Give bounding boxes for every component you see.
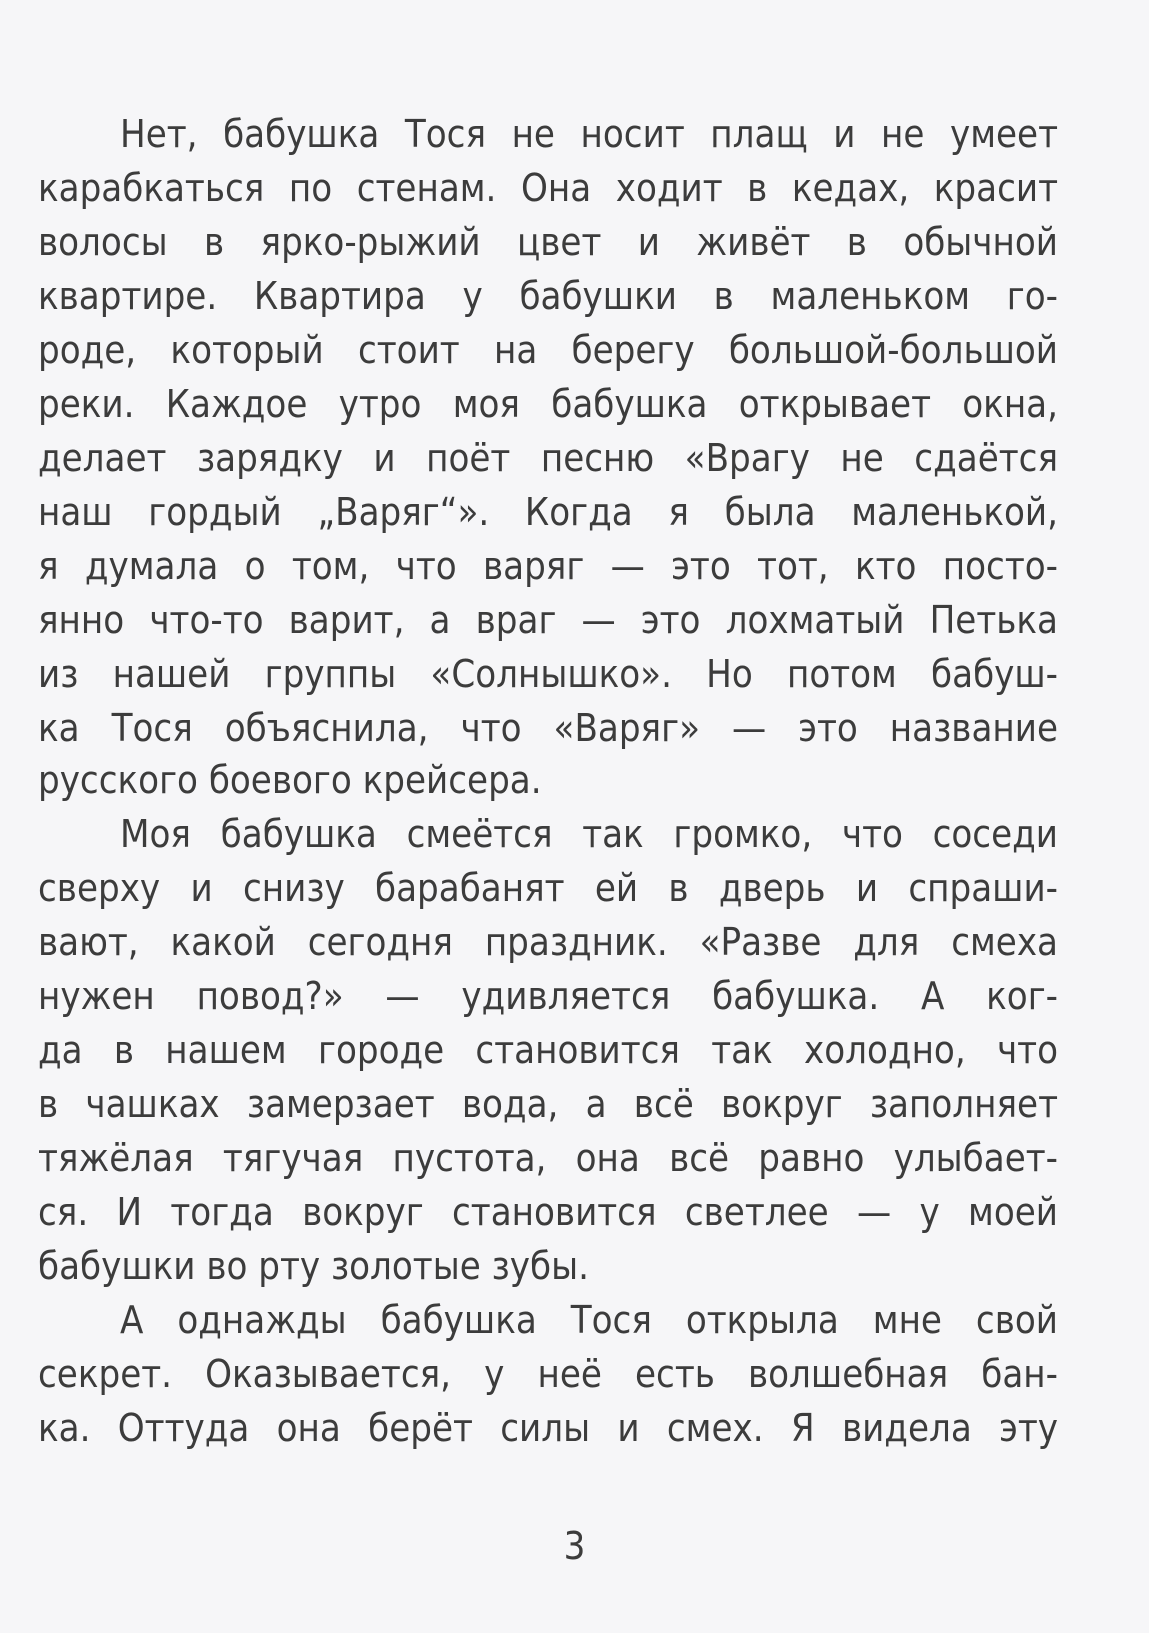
text-line: русского боевого крейсера.	[38, 758, 542, 802]
text-line: в чашках замерзает вода, а всё вокруг заполняет	[38, 1082, 1058, 1126]
text-line: реки. Каждое утро моя бабушка открывает окна,	[38, 382, 1058, 426]
text-line: наш гордый „Варяг“». Когда я была маленькой,	[38, 490, 1058, 534]
text-line: нужен повод?» — удивляется бабушка. А ког-	[38, 974, 1058, 1018]
text-line: ся. И тогда вокруг становится светлее — у моей	[38, 1190, 1058, 1234]
text-line: делает зарядку и поёт песню «Врагу не сдаётся	[38, 436, 1058, 480]
text-line: ка. Оттуда она берёт силы и смех. Я видела эту	[38, 1406, 1058, 1450]
text-line: А однажды бабушка Тося открыла мне свой	[120, 1298, 1058, 1342]
text-line: Нет, бабушка Тося не носит плащ и не умеет	[120, 112, 1058, 156]
text-line: Моя бабушка смеётся так громко, что соседи	[120, 812, 1058, 856]
text-line: да в нашем городе становится так холодно, что	[38, 1028, 1058, 1072]
text-line: тяжёлая тягучая пустота, она всё равно улыбает-	[38, 1136, 1058, 1180]
text-line: янно что-то варит, а враг — это лохматый Петька	[38, 598, 1058, 642]
text-line: волосы в ярко-рыжий цвет и живёт в обычной	[38, 220, 1058, 264]
text-line: я думала о том, что варяг — это тот, кто посто-	[38, 544, 1058, 588]
text-line: роде, который стоит на берегу большой-большой	[38, 328, 1058, 372]
text-line: сверху и снизу барабанят ей в дверь и спраши-	[38, 866, 1058, 910]
text-line: квартире. Квартира у бабушки в маленьком го-	[38, 274, 1058, 318]
text-line: бабушки во рту золотые зубы.	[38, 1244, 589, 1288]
text-line: секрет. Оказывается, у неё есть волшебная бан-	[38, 1352, 1058, 1396]
text-line: карабкаться по стенам. Она ходит в кедах, красит	[38, 166, 1058, 210]
page-number: 3	[563, 1524, 586, 1568]
text-line: из нашей группы «Солнышко». Но потом бабуш-	[38, 652, 1058, 696]
text-line: ка Тося объяснила, что «Варяг» — это название	[38, 706, 1058, 750]
text-line: вают, какой сегодня праздник. «Разве для смеха	[38, 920, 1058, 964]
